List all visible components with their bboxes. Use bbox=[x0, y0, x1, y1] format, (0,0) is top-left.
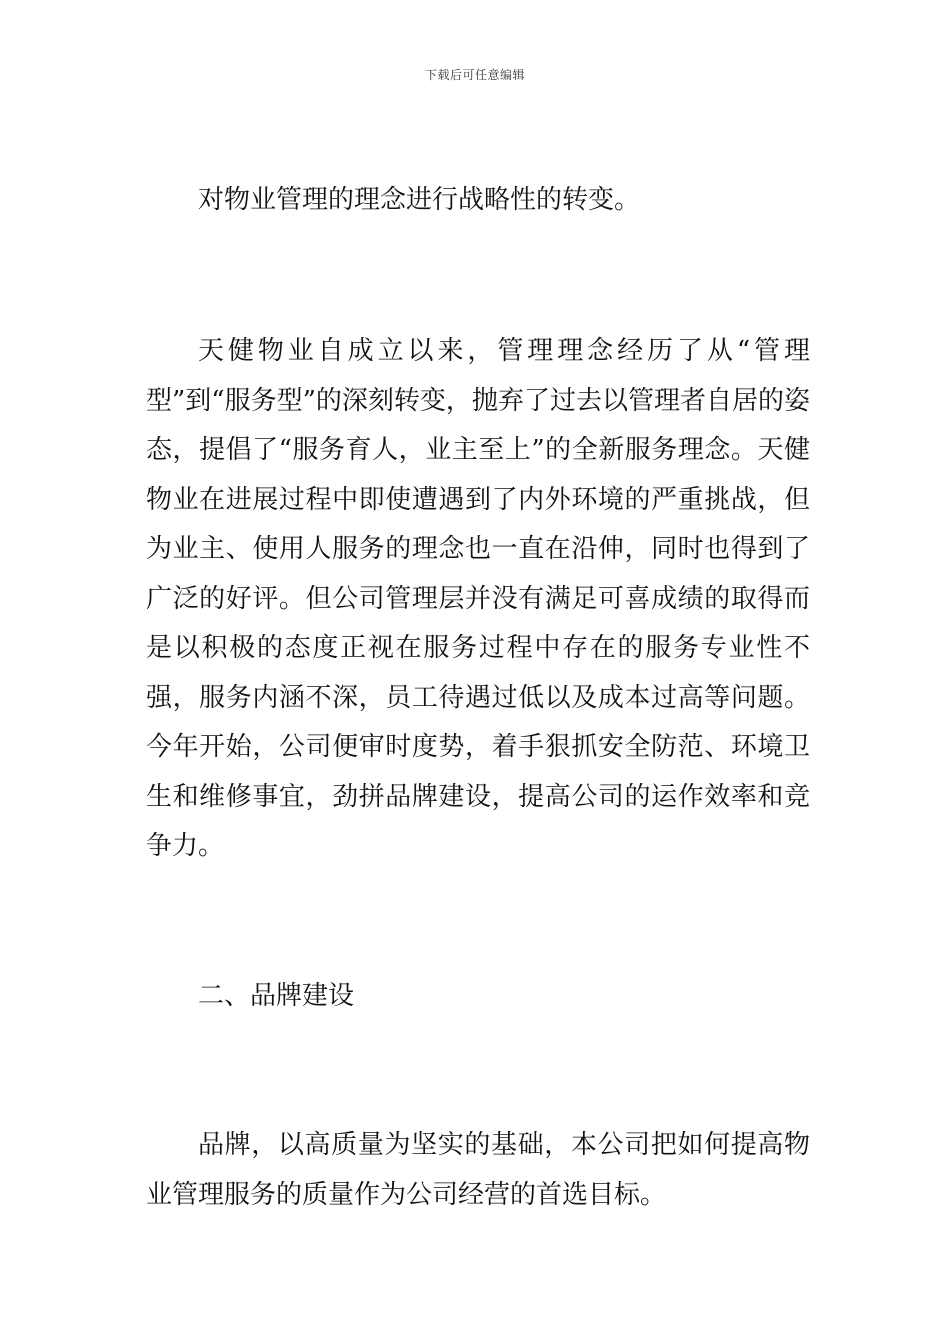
page-header-note: 下载后可任意编辑 bbox=[424, 68, 525, 82]
paragraph-brand-quality: 品牌，以高质量为坚实的基础，本公司把如何提高物业管理服务的质量作为公司经营的首选目标。 bbox=[146, 1130, 810, 1210]
paragraph-strategy-shift: 对物业管理的理念进行战略性的转变。 bbox=[198, 185, 641, 215]
section-heading-brand-building: 二、品牌建设 bbox=[198, 981, 355, 1011]
paragraph-management-philosophy: 天健物业自成立以来，管理理念经历了从“管理型”到“服务型”的深刻转变，抛弃了过去以管理者自居的姿态，提倡了“服务育人，业主至上”的全新服务理念。天健物业在进展过程中即使遭遇到了内外环境的严重挑战，但为业主、使用人服务的理念也一直在沿伸，同时也得到了广泛的好评。但公司管理层并没有满足可喜成绩的取得而是以积极的态度正视在服务过程中存在的服务专业性不强，服务内涵不深，员工待遇过低以及成本过高等问题。今年开始，公司便审时度势，着手狠抓安全防范、环境卫生和维修事宜，劲拼品牌建设，提高公司的运作效率和竞争力。 bbox=[146, 336, 810, 861]
